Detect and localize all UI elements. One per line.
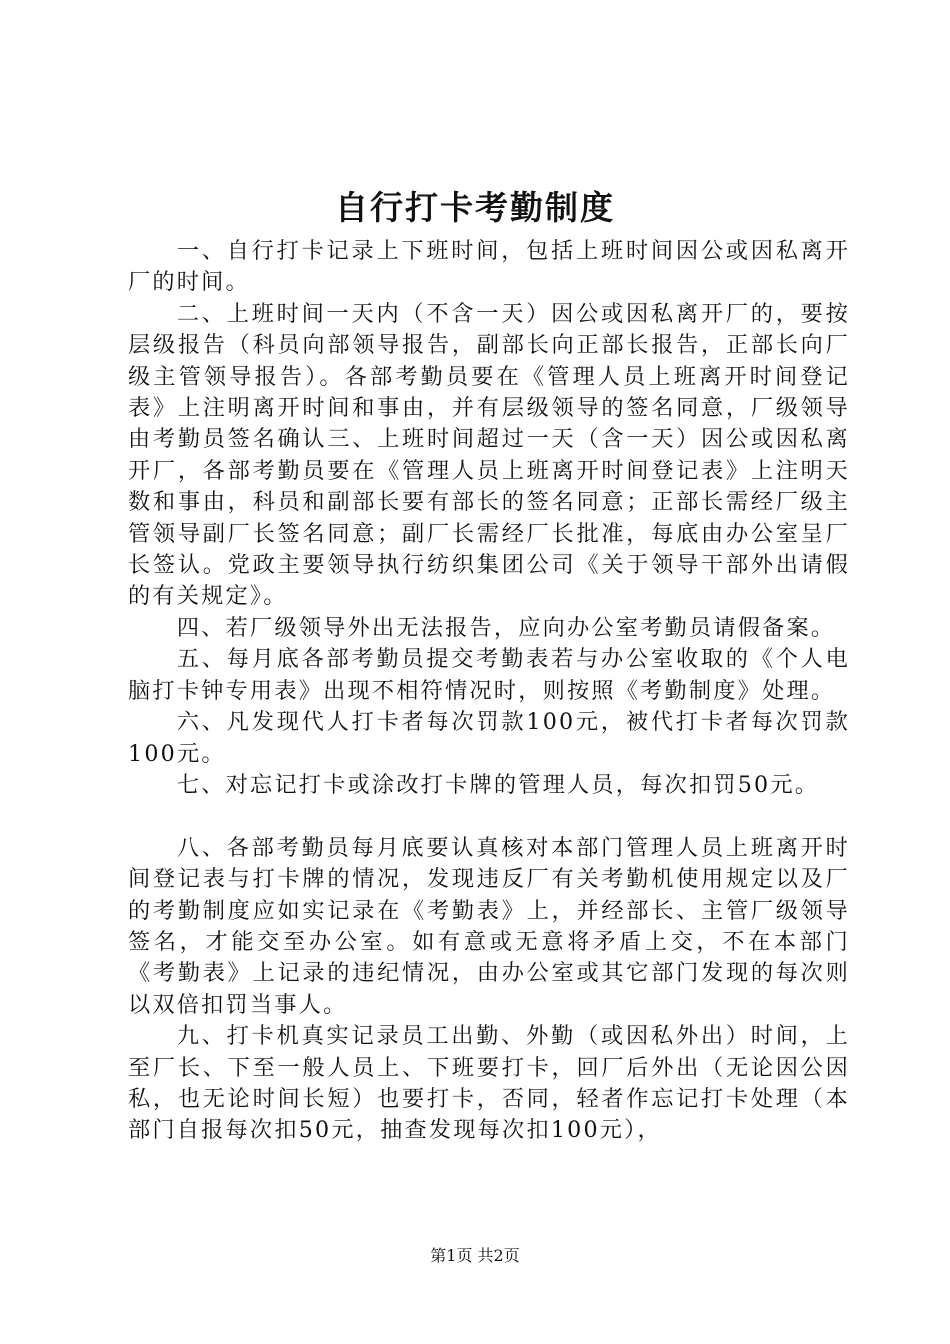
- paragraph-9: 九、打卡机真实记录员工出勤、外勤（或因私外出）时间，上至厂长、下至一般人员上、下班要打卡，回厂后外出（无论因公因私，也无论时间长短）也要打卡，否同，轻者作忘记打卡处理（本部门自报每次扣50元，抽查发现每次扣100元），: [128, 1023, 850, 1144]
- page-number-footer: 第1页 共2页: [430, 1246, 520, 1265]
- document-title: 自行打卡考勤制度: [335, 188, 615, 227]
- paragraph-1: 一、自行打卡记录上下班时间，包括上班时间因公或因私离开厂的时间。: [128, 238, 850, 296]
- paragraph-6: 六、凡发现代人打卡者每次罚款100元，被代打卡者每次罚款100元。: [128, 709, 850, 767]
- paragraph-4: 四、若厂级领导外出无法报告，应向办公室考勤员请假备案。: [176, 614, 836, 641]
- paragraph-2: 二、上班时间一天内（不含一天）因公或因私离开厂的，要按层级报告（科员向部领导报告，副部长向正部长报告，正部长向厂级主管领导报告）。各部考勤员要在《管理人员上班离开时间登记表》上注明离开时间和事由，并有层级领导的签名同意，厂级领导由考勤员签名确认三、上班时间超过一天（含一天）因公或因私离开厂，各部考勤员要在《管理人员上班离开时间登记表》上注明天数和事由，科员和副部长要有部长的签名同意；正部长需经厂级主管领导副厂长签名同意；副厂长需经厂长批准，每底由办公室呈厂长签认。党政主要领导执行纺织集团公司《关于领导干部外出请假的有关规定》。: [128, 300, 850, 610]
- paragraph-5: 五、每月底各部考勤员提交考勤表若与办公室收取的《个人电脑打卡钟专用表》出现不相符情况时，则按照《考勤制度》处理。: [128, 646, 850, 704]
- paragraph-8: 八、各部考勤员每月底要认真核对本部门管理人员上班离开时间登记表与打卡牌的情况，发现违反厂有关考勤机使用规定以及厂的考勤制度应如实记录在《考勤表》上，并经部长、主管厂级领导签名，才能交至办公室。如有意或无意将矛盾上交，不在本部门《考勤表》上记录的违纪情况，由办公室或其它部门发现的每次则以双倍扣罚当事人。: [128, 834, 850, 1018]
- paragraph-7: 七、对忘记打卡或涂改打卡牌的管理人员，每次扣罚50元。: [176, 771, 820, 798]
- document-body: [128, 236, 850, 1147]
